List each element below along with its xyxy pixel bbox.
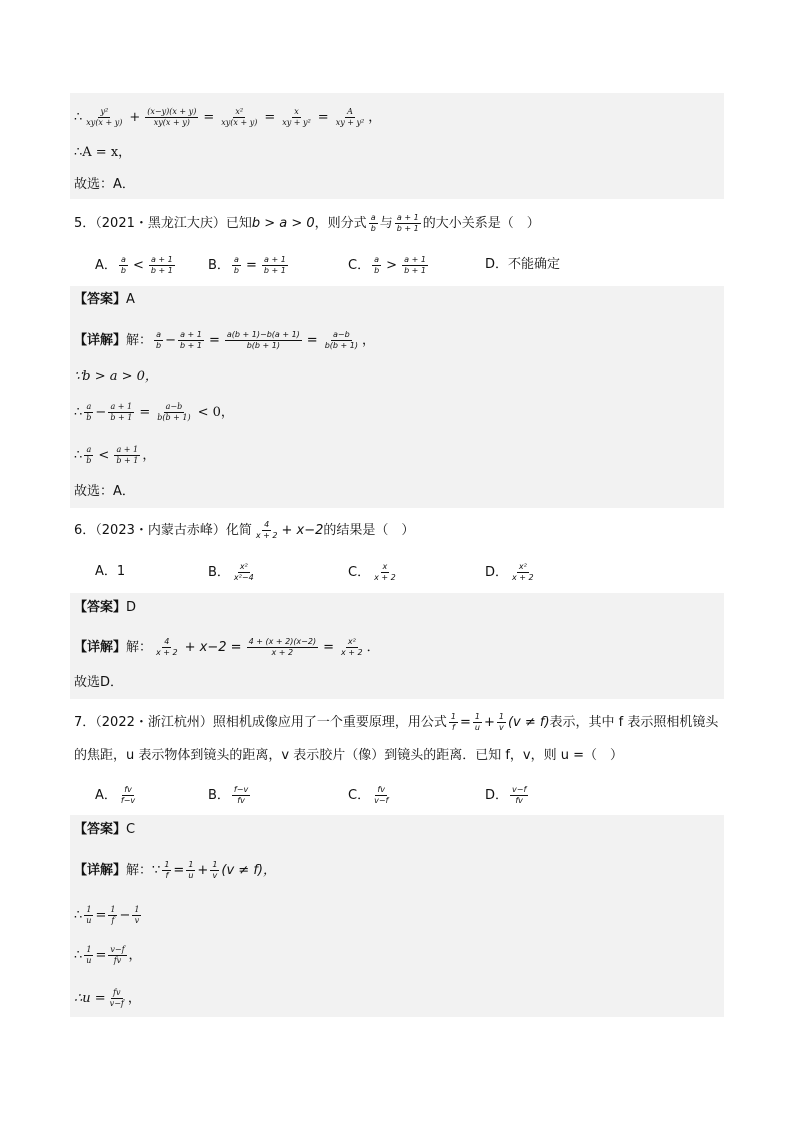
option-b: B． $\frac{f-v}{fv}$ xyxy=(208,785,249,805)
fraction: $\frac{A}{\text{xy + y²}}$ xyxy=(335,107,365,127)
detail-line: 故选D． xyxy=(74,675,124,690)
fraction: $\frac{a + 1}{b + 1}$ xyxy=(396,213,419,233)
option-c: C． $\frac{fv}{v-f}$ xyxy=(348,785,389,805)
solution-line: 故选：A． xyxy=(74,177,135,192)
solution-block-q5 xyxy=(70,286,724,508)
option-b: B． $\frac{a}{b}$ = $\frac{a + 1}{b + 1}$ xyxy=(208,255,286,275)
answer-line: 【答案】 A xyxy=(74,292,135,307)
option-b: B． $\frac{\text{x²}}{\text{x²−4}}$ xyxy=(208,562,254,582)
option-a: A． $\frac{a}{b}$ < $\frac{a + 1}{b + 1}$ xyxy=(95,255,173,275)
option-c: C． $\frac{a}{b}$ > $\frac{a + 1}{b + 1}$ xyxy=(348,255,427,275)
detail-line: 故选：A． xyxy=(74,484,135,499)
fraction: $\frac{\text{x²}}{xy(x + y)}$ xyxy=(221,107,258,127)
fraction: $\frac{(x-y)(x + y)}{xy(x + y)}$ xyxy=(147,107,197,127)
fraction: $\frac{x}{\text{xy + y²}}$ xyxy=(282,107,311,127)
question-5-stem: 5．（2021・黑龙江大庆）已知 b > a > 0 ，则分式 $\frac{a}{b}$ 与 $\frac{a + 1}{b + 1}$ 的大小关系是（ ） xyxy=(74,213,540,233)
option-a: A． 1 xyxy=(95,564,126,579)
question-6-stem: 6．（2023・内蒙古赤峰）化简 $\frac{4}{x + 2}$ + x−2 的结果是（ ） xyxy=(74,520,415,540)
detail-line: ∴ $\frac{a}{b}$ − $\frac{a + 1}{b + 1}$ = $\frac{a-b}{b(b + 1)}$ < 0， xyxy=(74,402,234,422)
detail-line: ∴u = $\frac{fv}{v-f}$ ， xyxy=(74,988,141,1008)
detail-line: ∵b > a > 0， xyxy=(74,369,158,384)
detail-line: ∴ $\frac{a}{b}$ < $\frac{a + 1}{b + 1}$ ， xyxy=(74,445,156,465)
option-d: D． $\frac{v-f}{fv}$ xyxy=(485,785,527,805)
solution-line: ∴A = x， xyxy=(74,145,132,160)
option-a: A． $\frac{fv}{f-v}$ xyxy=(95,785,136,805)
option-d: D． $\frac{\text{x²}}{x + 2}$ xyxy=(485,562,534,582)
answer-line: 【答案】 D xyxy=(74,600,137,615)
option-d: D． 不能确定 xyxy=(485,257,561,272)
question-7-stem-line2: 的焦距，u 表示物体到镜头的距离，v 表示胶片（像）到镜头的距离．已知 f，v，则 u =（ ） xyxy=(74,748,623,763)
detail-line: 【详解】 解： $\frac{a}{b}$ − $\frac{a + 1}{b + 1}$ = $\frac{a(b + 1)-b(a + 1)}{b(b + 1)}$ = $\frac{a-b}{b(b + 1)}$ ， xyxy=(74,330,375,350)
answer-line: 【答案】 C xyxy=(74,822,136,837)
question-7-stem: 7．（2022・浙江杭州）照相机成像应用了一个重要原理，用公式 $\frac{1}{f}$ = $\frac{1}{u}$ + $\frac{1}{v}$ (v ≠ f) 表示，其中 f 表示照相机镜头 xyxy=(74,712,719,732)
detail-line: ∴ $\frac{1}{u}$ = $\frac{v-f}{fv}$ ， xyxy=(74,945,142,965)
fraction: $\frac{a}{b}$ xyxy=(370,213,376,233)
detail-line: ∴ $\frac{1}{u}$ = $\frac{1}{f}$ − $\frac{1}{v}$ xyxy=(74,905,140,925)
option-c: C． $\frac{x}{x + 2}$ xyxy=(348,562,396,582)
solution-block-q7 xyxy=(70,815,724,1017)
fraction: $\frac{\text{y²}}{xy(x + y)}$ xyxy=(86,107,123,127)
detail-line: 【详解】 解： $\frac{4}{x + 2}$ + x−2 = $\frac{4 + (x + 2)(x-2)}{x + 2}$ = $\frac{\text{x²}}{x + 2}$ ． xyxy=(74,637,380,657)
detail-line: 【详解】 解： ∵ $\frac{1}{f}$ = $\frac{1}{u}$ + $\frac{1}{v}$ (v ≠ f)， xyxy=(74,860,276,880)
solution-line: ∴ $\frac{\text{y²}}{xy(x + y)}$ + $\frac{(x-y)(x + y)}{xy(x + y)}$ = $\frac{\text{x²}}{xy(x + y)}$ = $\frac{x}{\text{xy + y²}}$ = $\frac{A}{\text{xy + y²}}$ ， xyxy=(74,107,382,127)
